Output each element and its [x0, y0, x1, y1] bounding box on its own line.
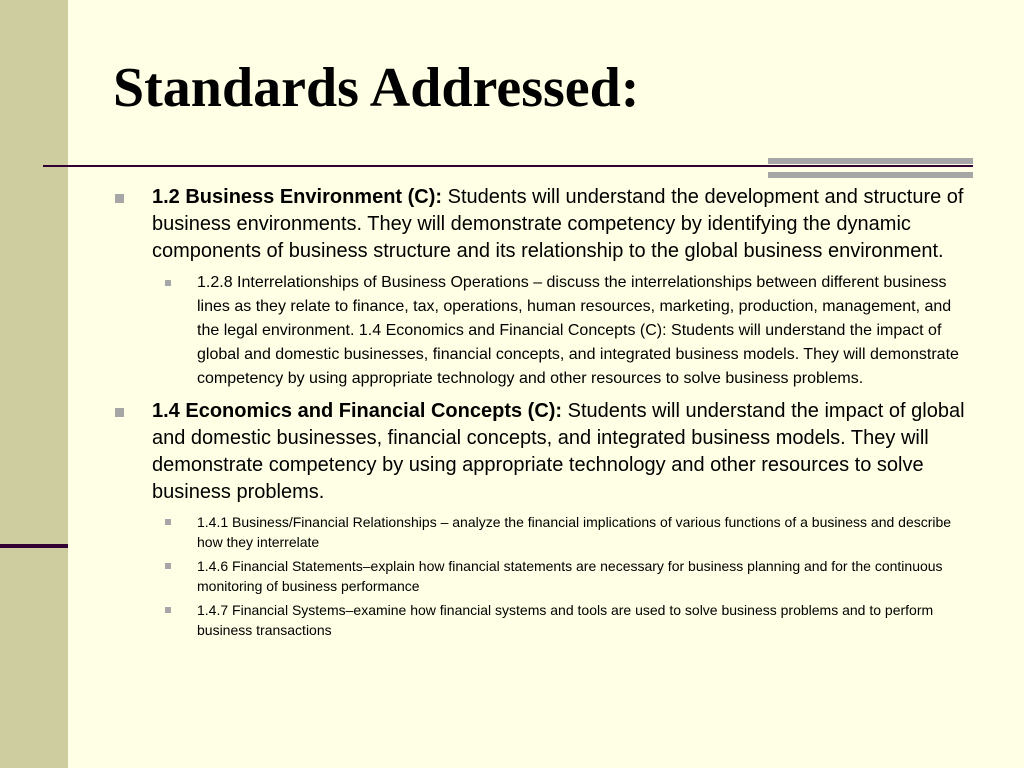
substandard-text: 1.4.7 Financial Systems–examine how financial systems and tools are used to solve business problems and to perform business transactions: [197, 602, 934, 638]
standard-heading: 1.2 Business Environment (C):: [152, 186, 443, 208]
substandard-text: 1.4.1 Business/Financial Relationships – analyze the financial implications of various functions of a business and describe how they interrelate: [197, 514, 952, 550]
square-bullet-icon: [115, 408, 124, 417]
left-decorative-band: [0, 0, 68, 768]
standard-heading: 1.4 Economics and Financial Concepts (C):: [152, 400, 563, 422]
title-divider-accent: [768, 158, 973, 178]
slide-content: [113, 184, 975, 644]
square-bullet-icon: [165, 519, 171, 525]
accent-bar-top: [768, 158, 973, 164]
substandard-list: [113, 271, 975, 391]
square-bullet-icon: [165, 280, 171, 286]
standard-item: [113, 184, 975, 265]
standard-item: [113, 398, 975, 506]
substandard-list: [113, 512, 975, 640]
substandard-text: 1.4.6 Financial Statements–explain how financial statements are necessary for business planning and for the continuous monitoring of business performance: [197, 558, 943, 594]
square-bullet-icon: [165, 563, 171, 569]
standard-description: Students will understand the development and structure of business environments. They will demonstrate competency by identifying the dynamic components of business structure and its relationship to the global business environment.: [152, 186, 964, 262]
substandard-item: [152, 512, 975, 552]
square-bullet-icon: [165, 607, 171, 613]
square-bullet-icon: [115, 194, 124, 203]
standard-description: Students will understand the impact of global and domestic businesses, financial concepts, and integrated business models. They will demonstrate competency by using appropriate technology and other resources to solve business problems.: [152, 400, 965, 503]
substandard-item: [152, 556, 975, 596]
accent-bar-bottom: [768, 172, 973, 178]
substandard-item: [152, 271, 975, 391]
slide-title: Standards Addressed:: [113, 57, 640, 119]
left-accent-line: [0, 544, 68, 548]
substandard-item: [152, 600, 975, 640]
substandard-text: 1.2.8 Interrelationships of Business Operations – discuss the interrelationships between different business lines as they relate to finance, tax, operations, human resources, marketing, production, management, and the legal environment. 1.4 Economics and Financial Concepts (C): Students will understand the impact of global and domestic businesses, financial concepts, and integrated business models. They will demonstrate competency by using appropriate technology and other resources to solve business problems.: [197, 274, 959, 387]
